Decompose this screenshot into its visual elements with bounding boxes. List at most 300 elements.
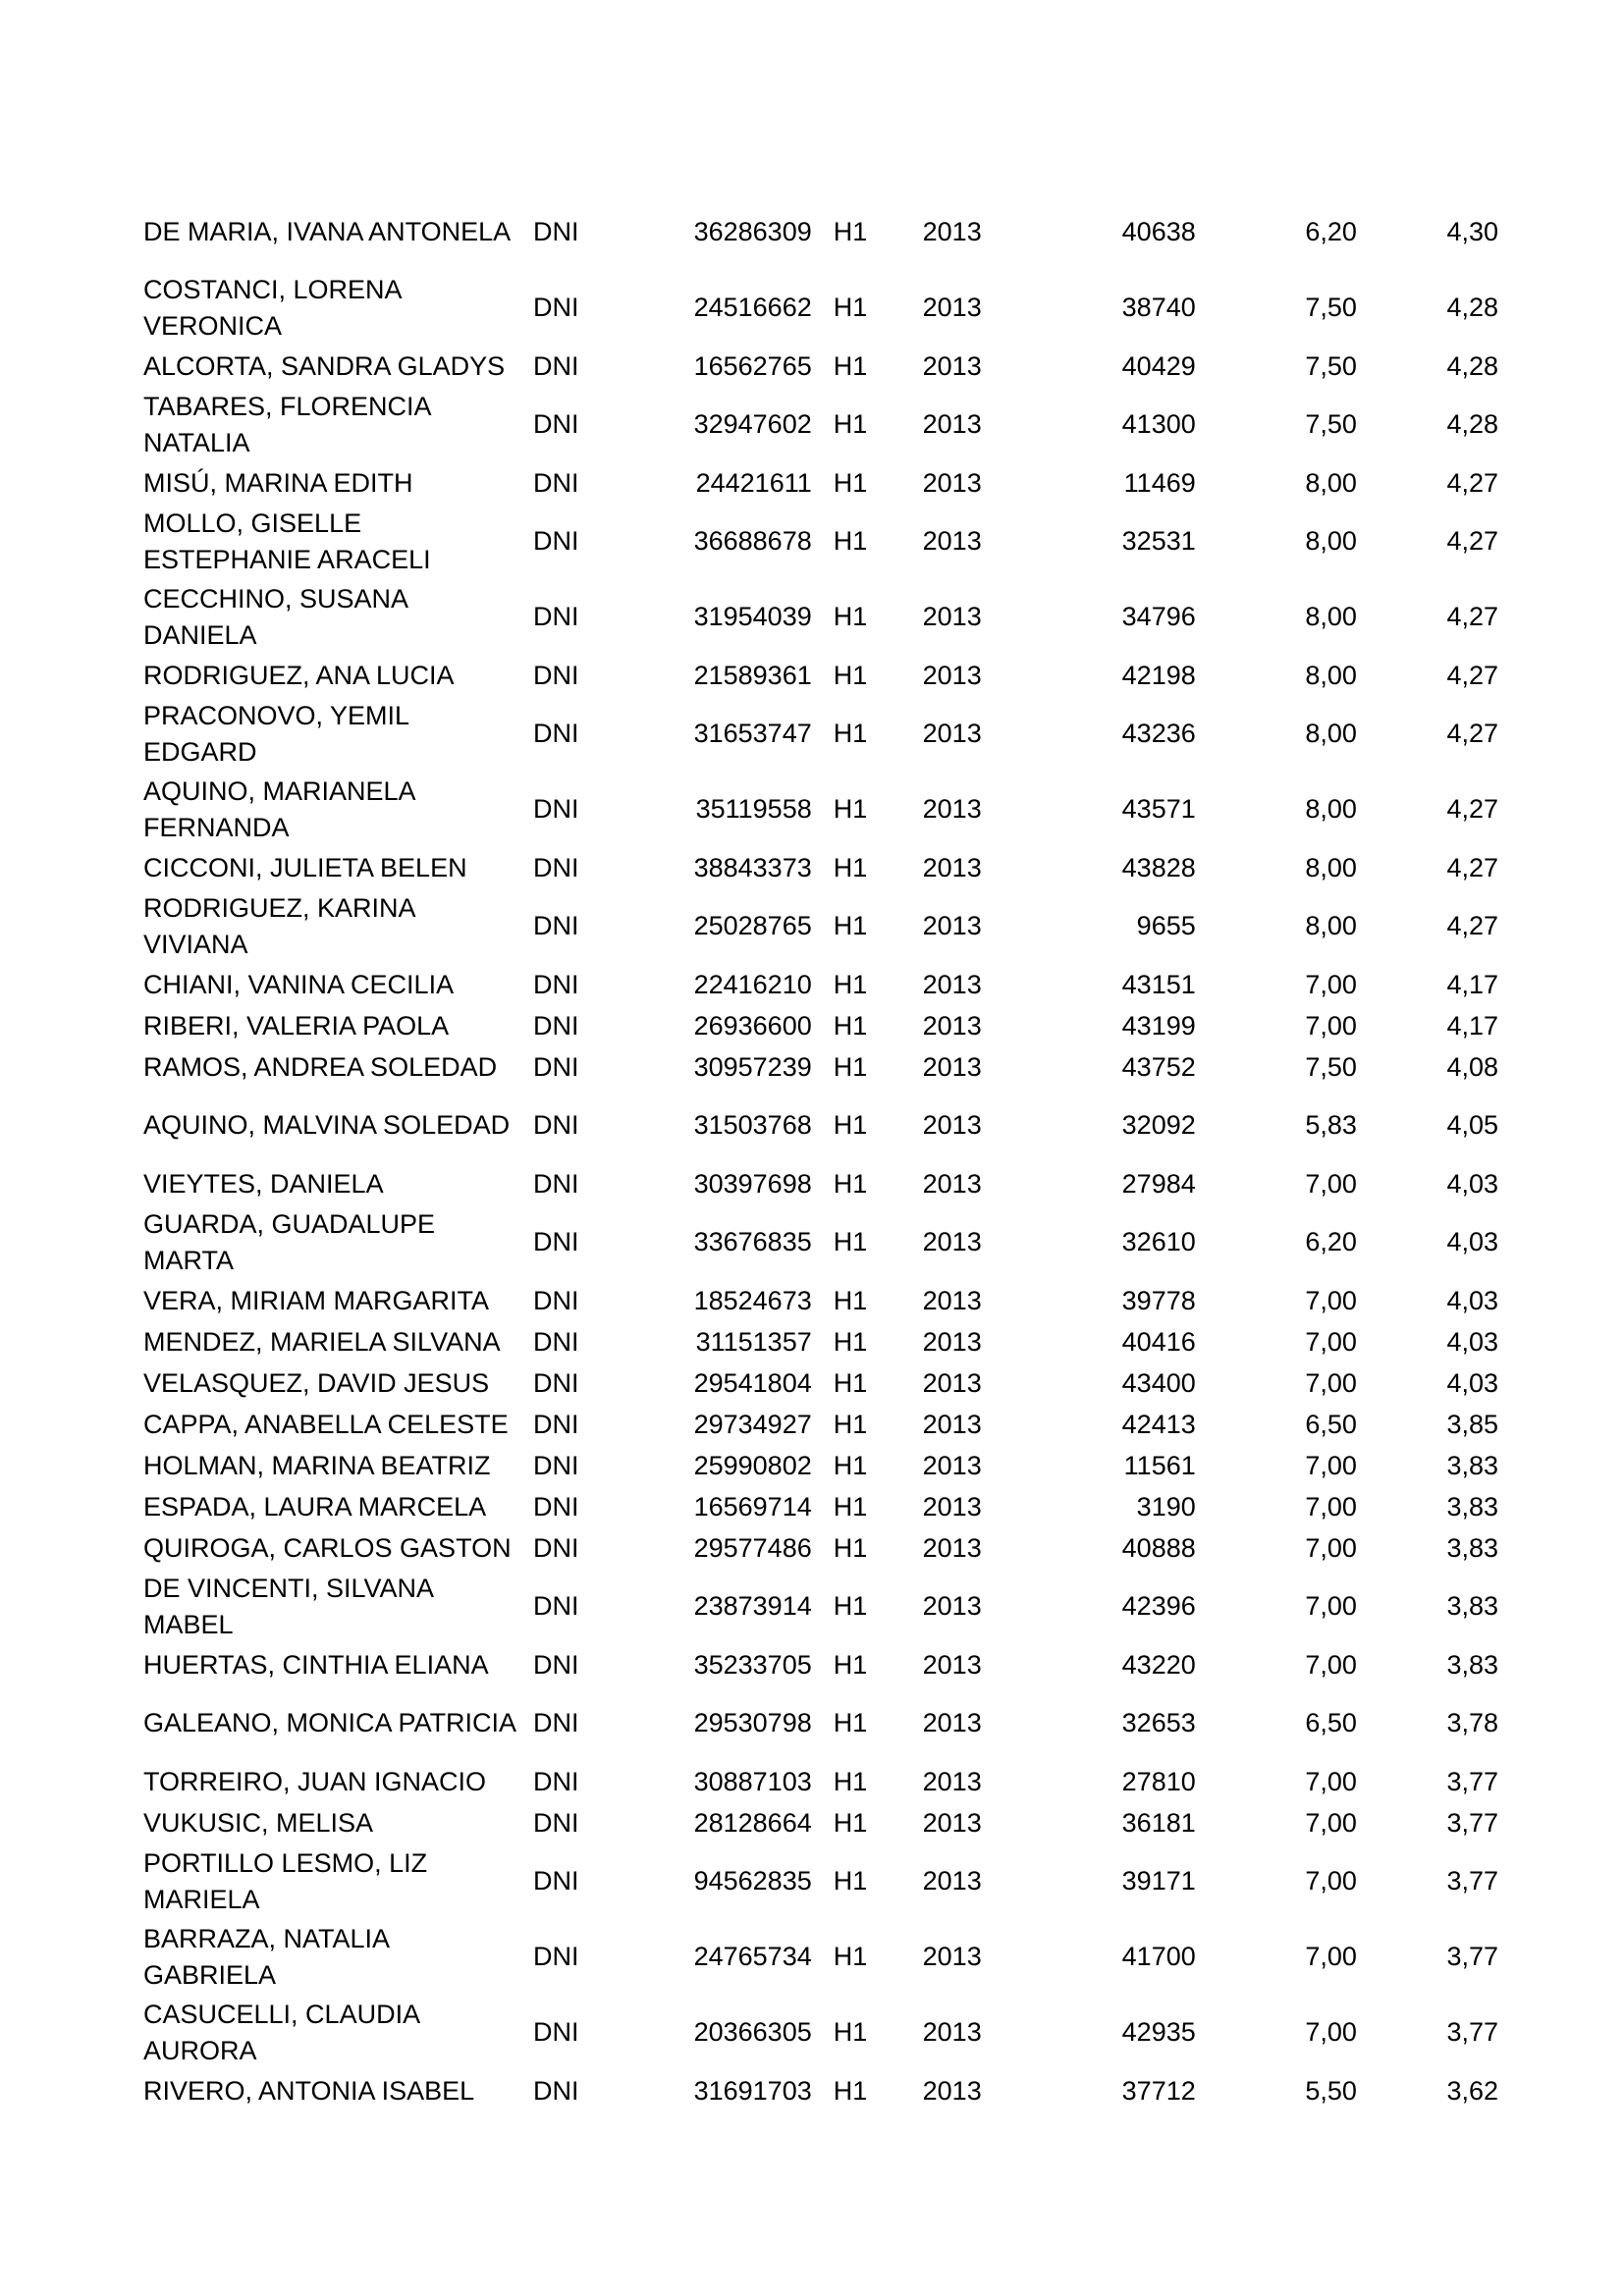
person-name: HUERTAS, CINTHIA ELIANA bbox=[143, 1649, 489, 1680]
file-number: 32653 bbox=[1121, 1708, 1196, 1737]
score: 7,50 bbox=[1305, 350, 1357, 381]
level-code: H1 bbox=[833, 293, 868, 322]
table-row bbox=[143, 1163, 1518, 1204]
document-type: DNI bbox=[533, 2075, 579, 2106]
document-number: 29734927 bbox=[693, 1409, 812, 1439]
document-number: 25028765 bbox=[693, 911, 812, 940]
table-row bbox=[143, 772, 1518, 847]
file-number: 3190 bbox=[1136, 1491, 1196, 1522]
table-row bbox=[143, 964, 1518, 1005]
score: 7,00 bbox=[1305, 1450, 1357, 1480]
total-score: 3,77 bbox=[1446, 1766, 1498, 1796]
score: 7,50 bbox=[1305, 409, 1357, 439]
table-row bbox=[143, 888, 1518, 964]
person-name: CAPPA, ANABELLA CELESTE bbox=[143, 1409, 509, 1439]
table-row bbox=[143, 1088, 1518, 1163]
document-type: DNI bbox=[533, 969, 579, 999]
year: 2013 bbox=[922, 852, 982, 882]
year: 2013 bbox=[922, 1866, 982, 1896]
table-row bbox=[143, 1280, 1518, 1321]
year: 2013 bbox=[922, 1367, 982, 1398]
level-code: H1 bbox=[833, 1866, 868, 1896]
level-code: H1 bbox=[833, 794, 868, 824]
score: 7,00 bbox=[1305, 1010, 1357, 1041]
total-score: 4,17 bbox=[1446, 969, 1498, 999]
total-score: 4,03 bbox=[1446, 1367, 1498, 1398]
document-number: 23873914 bbox=[693, 1591, 812, 1621]
document-number: 30397698 bbox=[693, 1168, 812, 1199]
document-number: 29530798 bbox=[693, 1708, 812, 1737]
table-row bbox=[143, 1204, 1518, 1280]
total-score: 3,78 bbox=[1446, 1708, 1498, 1737]
total-score: 3,85 bbox=[1446, 1409, 1498, 1439]
person-name: MISÚ, MARINA EDITH bbox=[143, 467, 413, 498]
score: 8,00 bbox=[1305, 911, 1357, 940]
document-type: DNI bbox=[533, 1591, 579, 1621]
file-number: 41700 bbox=[1121, 1942, 1196, 1971]
table-row bbox=[143, 1362, 1518, 1404]
level-code: H1 bbox=[833, 409, 868, 439]
file-number: 36181 bbox=[1121, 1807, 1196, 1838]
file-number: 41300 bbox=[1121, 409, 1196, 439]
file-number: 11561 bbox=[1123, 1450, 1196, 1480]
document-number: 35119558 bbox=[695, 794, 812, 824]
document-number: 20366305 bbox=[693, 2017, 812, 2047]
document-type: DNI bbox=[533, 1708, 579, 1737]
document-type: DNI bbox=[533, 467, 579, 498]
level-code: H1 bbox=[833, 911, 868, 940]
score: 7,00 bbox=[1305, 1285, 1357, 1315]
level-code: H1 bbox=[833, 2017, 868, 2047]
total-score: 4,17 bbox=[1446, 1010, 1498, 1041]
score: 7,00 bbox=[1305, 969, 1357, 999]
table-row bbox=[143, 1802, 1518, 1843]
level-code: H1 bbox=[833, 719, 868, 748]
score: 8,00 bbox=[1305, 719, 1357, 748]
table-row bbox=[143, 1486, 1518, 1527]
score: 8,00 bbox=[1305, 602, 1357, 631]
person-name: TORREIRO, JUAN IGNACIO bbox=[143, 1766, 487, 1796]
level-code: H1 bbox=[833, 467, 868, 498]
year: 2013 bbox=[922, 350, 982, 381]
total-score: 3,62 bbox=[1446, 2075, 1498, 2106]
year: 2013 bbox=[922, 467, 982, 498]
file-number: 37712 bbox=[1121, 2075, 1196, 2106]
file-number: 43828 bbox=[1121, 852, 1196, 882]
level-code: H1 bbox=[833, 1367, 868, 1398]
level-code: H1 bbox=[833, 1708, 868, 1737]
person-name: VELASQUEZ, DAVID JESUS bbox=[143, 1367, 490, 1398]
level-code: H1 bbox=[833, 1010, 868, 1041]
score: 7,00 bbox=[1305, 1649, 1357, 1680]
year: 2013 bbox=[922, 2075, 982, 2106]
level-code: H1 bbox=[833, 969, 868, 999]
year: 2013 bbox=[922, 1807, 982, 1838]
person-name: CASUCELLI, CLAUDIA AURORA bbox=[143, 1999, 419, 2065]
file-number: 43400 bbox=[1121, 1367, 1196, 1398]
table-row bbox=[143, 1843, 1518, 1919]
person-name: PORTILLO LESMO, LIZ MARIELA bbox=[143, 1847, 428, 1914]
total-score: 3,77 bbox=[1446, 1942, 1498, 1971]
document-number: 29577486 bbox=[693, 1532, 812, 1563]
score: 7,00 bbox=[1305, 1168, 1357, 1199]
table-row bbox=[143, 1644, 1518, 1685]
score: 8,00 bbox=[1305, 467, 1357, 498]
document-type: DNI bbox=[533, 1766, 579, 1796]
table-row bbox=[143, 655, 1518, 696]
total-score: 3,77 bbox=[1446, 2017, 1498, 2047]
file-number: 43236 bbox=[1121, 719, 1196, 748]
total-score: 4,03 bbox=[1446, 1227, 1498, 1256]
document-number: 29541804 bbox=[693, 1367, 812, 1398]
person-name: ESPADA, LAURA MARCELA bbox=[143, 1491, 487, 1522]
table-row bbox=[143, 1685, 1518, 1761]
score: 5,83 bbox=[1305, 1110, 1357, 1140]
table-row bbox=[143, 504, 1518, 579]
person-name: RIVERO, ANTONIA ISABEL bbox=[143, 2075, 475, 2106]
level-code: H1 bbox=[833, 1942, 868, 1971]
score: 8,00 bbox=[1305, 794, 1357, 824]
level-code: H1 bbox=[833, 602, 868, 631]
level-code: H1 bbox=[833, 526, 868, 556]
year: 2013 bbox=[922, 526, 982, 556]
year: 2013 bbox=[922, 794, 982, 824]
table-row bbox=[143, 1527, 1518, 1569]
document-number: 30957239 bbox=[693, 1051, 812, 1082]
year: 2013 bbox=[922, 1450, 982, 1480]
score: 7,00 bbox=[1305, 1532, 1357, 1563]
file-number: 38740 bbox=[1121, 293, 1196, 322]
level-code: H1 bbox=[833, 1110, 868, 1140]
document-number: 16562765 bbox=[693, 350, 812, 381]
document-number: 36688678 bbox=[693, 526, 812, 556]
total-score: 3,83 bbox=[1446, 1649, 1498, 1680]
year: 2013 bbox=[922, 1532, 982, 1563]
file-number: 39171 bbox=[1121, 1866, 1196, 1896]
document-number: 16569714 bbox=[693, 1491, 812, 1522]
score: 7,00 bbox=[1305, 1367, 1357, 1398]
score: 7,50 bbox=[1305, 293, 1357, 322]
file-number: 43151 bbox=[1121, 969, 1196, 999]
year: 2013 bbox=[922, 719, 982, 748]
person-name: COSTANCI, LORENA VERONICA bbox=[143, 274, 402, 341]
year: 2013 bbox=[922, 1942, 982, 1971]
document-type: DNI bbox=[533, 660, 579, 690]
document-type: DNI bbox=[533, 852, 579, 882]
year: 2013 bbox=[922, 1326, 982, 1357]
level-code: H1 bbox=[833, 1051, 868, 1082]
document-type: DNI bbox=[533, 911, 579, 940]
document-type: DNI bbox=[533, 719, 579, 748]
document-type: DNI bbox=[533, 1450, 579, 1480]
person-name: HOLMAN, MARINA BEATRIZ bbox=[143, 1450, 491, 1480]
year: 2013 bbox=[922, 969, 982, 999]
score: 8,00 bbox=[1305, 852, 1357, 882]
score: 6,50 bbox=[1305, 1409, 1357, 1439]
person-name: GALEANO, MONICA PATRICIA bbox=[143, 1708, 517, 1737]
document-number: 24421611 bbox=[695, 467, 812, 498]
person-name: CICCONI, JULIETA BELEN bbox=[143, 852, 467, 882]
level-code: H1 bbox=[833, 660, 868, 690]
table-row bbox=[143, 1005, 1518, 1046]
score: 7,00 bbox=[1305, 1807, 1357, 1838]
document-number: 31691703 bbox=[693, 2075, 812, 2106]
total-score: 4,05 bbox=[1446, 1110, 1498, 1140]
file-number: 40638 bbox=[1121, 217, 1196, 246]
person-name: CECCHINO, SUSANA DANIELA bbox=[143, 583, 407, 650]
document-type: DNI bbox=[533, 2017, 579, 2047]
level-code: H1 bbox=[833, 1409, 868, 1439]
document-number: 21589361 bbox=[693, 660, 812, 690]
score: 7,00 bbox=[1305, 1866, 1357, 1896]
total-score: 4,03 bbox=[1446, 1168, 1498, 1199]
document-number: 24516662 bbox=[693, 293, 812, 322]
person-name: RODRIGUEZ, ANA LUCIA bbox=[143, 660, 455, 690]
document-type: DNI bbox=[533, 1491, 579, 1522]
person-name: CHIANI, VANINA CECILIA bbox=[143, 969, 455, 999]
table-row bbox=[143, 1046, 1518, 1088]
document-number: 25990802 bbox=[693, 1450, 812, 1480]
document-type: DNI bbox=[533, 1409, 579, 1439]
total-score: 4,27 bbox=[1446, 602, 1498, 631]
level-code: H1 bbox=[833, 1450, 868, 1480]
person-name: VERA, MIRIAM MARGARITA bbox=[143, 1285, 490, 1315]
ranking-table bbox=[143, 194, 1518, 2111]
score: 7,00 bbox=[1305, 1766, 1357, 1796]
document-number: 30887103 bbox=[693, 1766, 812, 1796]
document-type: DNI bbox=[533, 1649, 579, 1680]
document-number: 31503768 bbox=[693, 1110, 812, 1140]
level-code: H1 bbox=[833, 1532, 868, 1563]
level-code: H1 bbox=[833, 1591, 868, 1621]
year: 2013 bbox=[922, 1766, 982, 1796]
level-code: H1 bbox=[833, 1326, 868, 1357]
total-score: 3,83 bbox=[1446, 1591, 1498, 1621]
person-name: DE MARIA, IVANA ANTONELA bbox=[143, 217, 512, 246]
score: 6,20 bbox=[1305, 1227, 1357, 1256]
score: 6,50 bbox=[1305, 1708, 1357, 1737]
score: 7,00 bbox=[1305, 1326, 1357, 1357]
file-number: 39778 bbox=[1121, 1285, 1196, 1315]
total-score: 4,03 bbox=[1446, 1326, 1498, 1357]
person-name: AQUINO, MALVINA SOLEDAD bbox=[143, 1110, 511, 1140]
table-row bbox=[143, 387, 1518, 462]
file-number: 32531 bbox=[1121, 526, 1196, 556]
file-number: 42935 bbox=[1121, 2017, 1196, 2047]
score: 7,00 bbox=[1305, 1491, 1357, 1522]
file-number: 43752 bbox=[1121, 1051, 1196, 1082]
table-row bbox=[143, 1404, 1518, 1445]
table-row bbox=[143, 2070, 1518, 2111]
score: 7,50 bbox=[1305, 1051, 1357, 1082]
total-score: 4,30 bbox=[1446, 217, 1498, 246]
document-type: DNI bbox=[533, 350, 579, 381]
person-name: BARRAZA, NATALIA GABRIELA bbox=[143, 1923, 389, 1990]
document-number: 35233705 bbox=[693, 1649, 812, 1680]
year: 2013 bbox=[922, 2017, 982, 2047]
file-number: 40429 bbox=[1121, 350, 1196, 381]
year: 2013 bbox=[922, 602, 982, 631]
document-type: DNI bbox=[533, 526, 579, 556]
ranking-table-body bbox=[143, 194, 1518, 2111]
score: 7,00 bbox=[1305, 1942, 1357, 1971]
person-name: GUARDA, GUADALUPE MARTA bbox=[143, 1208, 436, 1275]
year: 2013 bbox=[922, 1591, 982, 1621]
year: 2013 bbox=[922, 1010, 982, 1041]
table-row bbox=[143, 1761, 1518, 1802]
score: 8,00 bbox=[1305, 660, 1357, 690]
year: 2013 bbox=[922, 1409, 982, 1439]
file-number: 27984 bbox=[1121, 1168, 1196, 1199]
document-number: 33676835 bbox=[693, 1227, 812, 1256]
file-number: 40416 bbox=[1121, 1326, 1196, 1357]
document-type: DNI bbox=[533, 1866, 579, 1896]
person-name: VUKUSIC, MELISA bbox=[143, 1807, 374, 1838]
document-number: 31954039 bbox=[693, 602, 812, 631]
table-row bbox=[143, 1569, 1518, 1644]
person-name: RODRIGUEZ, KARINA VIVIANA bbox=[143, 892, 415, 959]
year: 2013 bbox=[922, 1168, 982, 1199]
document-type: DNI bbox=[533, 794, 579, 824]
file-number: 34796 bbox=[1121, 602, 1196, 631]
total-score: 4,27 bbox=[1446, 719, 1498, 748]
total-score: 3,83 bbox=[1446, 1450, 1498, 1480]
table-row bbox=[143, 462, 1518, 504]
year: 2013 bbox=[922, 1227, 982, 1256]
year: 2013 bbox=[922, 1491, 982, 1522]
document-type: DNI bbox=[533, 217, 579, 246]
document-type: DNI bbox=[533, 1110, 579, 1140]
total-score: 3,83 bbox=[1446, 1532, 1498, 1563]
table-row bbox=[143, 579, 1518, 655]
total-score: 4,27 bbox=[1446, 660, 1498, 690]
document-number: 31151357 bbox=[695, 1326, 812, 1357]
document-number: 38843373 bbox=[693, 852, 812, 882]
file-number: 42413 bbox=[1121, 1409, 1196, 1439]
file-number: 11469 bbox=[1123, 467, 1196, 498]
file-number: 27810 bbox=[1121, 1766, 1196, 1796]
file-number: 42198 bbox=[1121, 660, 1196, 690]
table-row bbox=[143, 696, 1518, 772]
total-score: 4,27 bbox=[1446, 467, 1498, 498]
document-type: DNI bbox=[533, 1326, 579, 1357]
total-score: 4,27 bbox=[1446, 794, 1498, 824]
total-score: 4,27 bbox=[1446, 526, 1498, 556]
file-number: 9655 bbox=[1136, 911, 1196, 940]
document-number: 18524673 bbox=[693, 1285, 812, 1315]
person-name: AQUINO, MARIANELA FERNANDA bbox=[143, 775, 415, 842]
person-name: ALCORTA, SANDRA GLADYS bbox=[143, 350, 506, 381]
document-type: DNI bbox=[533, 1227, 579, 1256]
person-name: PRACONOVO, YEMIL EDGARD bbox=[143, 700, 409, 767]
level-code: H1 bbox=[833, 1227, 868, 1256]
score: 8,00 bbox=[1305, 526, 1357, 556]
year: 2013 bbox=[922, 217, 982, 246]
total-score: 3,77 bbox=[1446, 1866, 1498, 1896]
document-type: DNI bbox=[533, 1010, 579, 1041]
level-code: H1 bbox=[833, 350, 868, 381]
score: 6,20 bbox=[1305, 217, 1357, 246]
person-name: RIBERI, VALERIA PAOLA bbox=[143, 1010, 450, 1041]
year: 2013 bbox=[922, 911, 982, 940]
person-name: DE VINCENTI, SILVANA MABEL bbox=[143, 1573, 433, 1639]
level-code: H1 bbox=[833, 1766, 868, 1796]
level-code: H1 bbox=[833, 1491, 868, 1522]
document-type: DNI bbox=[533, 1807, 579, 1838]
table-row bbox=[143, 847, 1518, 888]
document-number: 22416210 bbox=[693, 969, 812, 999]
level-code: H1 bbox=[833, 1649, 868, 1680]
table-row bbox=[143, 1919, 1518, 1995]
document-type: DNI bbox=[533, 602, 579, 631]
document-type: DNI bbox=[533, 1168, 579, 1199]
document-type: DNI bbox=[533, 293, 579, 322]
person-name: QUIROGA, CARLOS GASTON bbox=[143, 1532, 512, 1563]
document-type: DNI bbox=[533, 1942, 579, 1971]
document-type: DNI bbox=[533, 1051, 579, 1082]
year: 2013 bbox=[922, 1649, 982, 1680]
person-name: MENDEZ, MARIELA SILVANA bbox=[143, 1326, 501, 1357]
total-score: 4,03 bbox=[1446, 1285, 1498, 1315]
total-score: 4,28 bbox=[1446, 409, 1498, 439]
level-code: H1 bbox=[833, 217, 868, 246]
file-number: 43220 bbox=[1121, 1649, 1196, 1680]
document-type: DNI bbox=[533, 1285, 579, 1315]
file-number: 32610 bbox=[1121, 1227, 1196, 1256]
score: 7,00 bbox=[1305, 1591, 1357, 1621]
document-number: 26936600 bbox=[693, 1010, 812, 1041]
total-score: 3,77 bbox=[1446, 1807, 1498, 1838]
level-code: H1 bbox=[833, 2075, 868, 2106]
year: 2013 bbox=[922, 293, 982, 322]
file-number: 43199 bbox=[1121, 1010, 1196, 1041]
score: 5,50 bbox=[1305, 2075, 1357, 2106]
person-name: VIEYTES, DANIELA bbox=[143, 1168, 384, 1199]
total-score: 4,27 bbox=[1446, 911, 1498, 940]
document-number: 94562835 bbox=[693, 1866, 812, 1896]
year: 2013 bbox=[922, 1110, 982, 1140]
level-code: H1 bbox=[833, 852, 868, 882]
total-score: 4,28 bbox=[1446, 350, 1498, 381]
table-row bbox=[143, 1321, 1518, 1362]
table-row bbox=[143, 346, 1518, 387]
total-score: 4,27 bbox=[1446, 852, 1498, 882]
total-score: 4,08 bbox=[1446, 1051, 1498, 1082]
file-number: 32092 bbox=[1121, 1110, 1196, 1140]
document-number: 36286309 bbox=[693, 217, 812, 246]
table-row bbox=[143, 194, 1518, 270]
level-code: H1 bbox=[833, 1168, 868, 1199]
table-row bbox=[143, 270, 1518, 346]
person-name: RAMOS, ANDREA SOLEDAD bbox=[143, 1051, 498, 1082]
person-name: MOLLO, GISELLE ESTEPHANIE ARACELI bbox=[143, 507, 431, 574]
document-type: DNI bbox=[533, 409, 579, 439]
level-code: H1 bbox=[833, 1285, 868, 1315]
file-number: 43571 bbox=[1121, 794, 1196, 824]
year: 2013 bbox=[922, 1051, 982, 1082]
year: 2013 bbox=[922, 1285, 982, 1315]
file-number: 42396 bbox=[1121, 1591, 1196, 1621]
level-code: H1 bbox=[833, 1807, 868, 1838]
year: 2013 bbox=[922, 660, 982, 690]
year: 2013 bbox=[922, 1708, 982, 1737]
person-name: TABARES, FLORENCIA NATALIA bbox=[143, 391, 431, 457]
document-number: 28128664 bbox=[693, 1807, 812, 1838]
document-number: 32947602 bbox=[693, 409, 812, 439]
document-number: 31653747 bbox=[693, 719, 812, 748]
table-row bbox=[143, 1995, 1518, 2070]
total-score: 4,28 bbox=[1446, 293, 1498, 322]
